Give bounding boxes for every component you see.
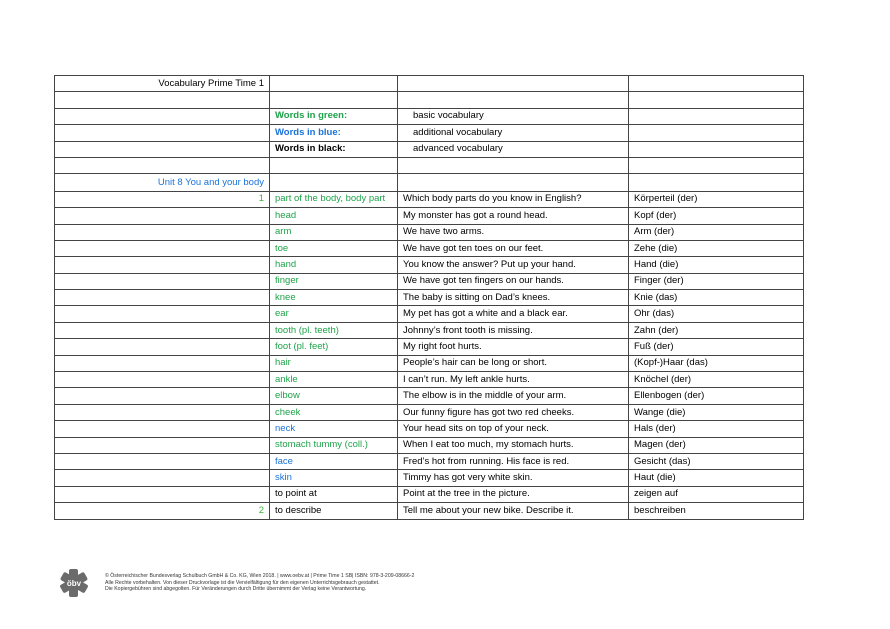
example-sentence: Your head sits on top of your neck. bbox=[398, 421, 629, 437]
legend-row-black bbox=[55, 141, 804, 157]
german-translation: Kopf (der) bbox=[629, 208, 804, 224]
vocab-row bbox=[55, 355, 804, 371]
footer-line: Die Kopiergebühren sind abgegolten. Für Veränderungen durch Dritte übernimmt der Verlag keine Verantwortung. bbox=[105, 586, 367, 592]
section-number bbox=[55, 306, 270, 322]
german-translation: Hand (die) bbox=[629, 257, 804, 273]
vocab-row bbox=[55, 388, 804, 404]
german-translation: Knöchel (der) bbox=[629, 372, 804, 388]
example-sentence: My pet has got a white and a black ear. bbox=[398, 306, 629, 322]
german-translation: Ohr (das) bbox=[629, 306, 804, 322]
vocab-row bbox=[55, 421, 804, 437]
legend-label-black: Words in black: bbox=[270, 141, 398, 157]
vocab-word: stomach tummy (coll.) bbox=[270, 437, 398, 453]
vocab-word: to point at bbox=[270, 486, 398, 502]
vocab-row bbox=[55, 404, 804, 420]
unit-title: Unit 8 You and your body bbox=[55, 174, 270, 191]
german-translation: Fuß (der) bbox=[629, 339, 804, 355]
section-number bbox=[55, 322, 270, 338]
example-sentence: My right foot hurts. bbox=[398, 339, 629, 355]
vocab-word: elbow bbox=[270, 388, 398, 404]
vocab-row bbox=[55, 257, 804, 273]
section-number bbox=[55, 453, 270, 469]
section-number bbox=[55, 372, 270, 388]
vocab-row bbox=[55, 240, 804, 256]
vocab-row bbox=[55, 224, 804, 240]
legend-row-blue bbox=[55, 125, 804, 141]
example-sentence: Point at the tree in the picture. bbox=[398, 486, 629, 502]
german-translation: Magen (der) bbox=[629, 437, 804, 453]
vocab-word: ankle bbox=[270, 372, 398, 388]
vocab-row bbox=[55, 486, 804, 502]
vocab-word: finger bbox=[270, 273, 398, 289]
german-translation: Zehe (die) bbox=[629, 240, 804, 256]
section-number bbox=[55, 437, 270, 453]
example-sentence: You know the answer? Put up your hand. bbox=[398, 257, 629, 273]
example-sentence: My monster has got a round head. bbox=[398, 208, 629, 224]
copyright-footer bbox=[105, 573, 414, 593]
title-row bbox=[55, 76, 804, 92]
german-translation: (Kopf-)Haar (das) bbox=[629, 355, 804, 371]
vocab-word: skin bbox=[270, 470, 398, 486]
section-number: 1 bbox=[55, 191, 270, 207]
german-translation: zeigen auf bbox=[629, 486, 804, 502]
vocab-row bbox=[55, 372, 804, 388]
german-translation: Wange (die) bbox=[629, 404, 804, 420]
vocab-row bbox=[55, 191, 804, 207]
section-number bbox=[55, 470, 270, 486]
section-number bbox=[55, 355, 270, 371]
example-sentence: Johnny’s front tooth is missing. bbox=[398, 322, 629, 338]
section-number bbox=[55, 486, 270, 502]
section-number bbox=[55, 290, 270, 306]
german-translation: Finger (der) bbox=[629, 273, 804, 289]
vocab-row bbox=[55, 273, 804, 289]
empty-row bbox=[55, 157, 804, 173]
vocab-word: neck bbox=[270, 421, 398, 437]
german-translation: Hals (der) bbox=[629, 421, 804, 437]
legend-label-blue: Words in blue: bbox=[270, 125, 398, 141]
vocab-word: ear bbox=[270, 306, 398, 322]
vocab-word: head bbox=[270, 208, 398, 224]
oebv-logo bbox=[58, 568, 90, 598]
legend-label-green: Words in green: bbox=[270, 108, 398, 124]
vocab-row bbox=[55, 339, 804, 355]
vocab-word: knee bbox=[270, 290, 398, 306]
example-sentence: Timmy has got very white skin. bbox=[398, 470, 629, 486]
vocab-row bbox=[55, 453, 804, 469]
german-translation: beschreiben bbox=[629, 503, 804, 519]
german-translation: Ellenbogen (der) bbox=[629, 388, 804, 404]
example-sentence: I can’t run. My left ankle hurts. bbox=[398, 372, 629, 388]
german-translation: Knie (das) bbox=[629, 290, 804, 306]
footer-line: Alle Rechte vorbehalten. Von dieser Druckvorlage ist die Vervielfältigung für den eigenen Unterrichtsgebrauch gestattet. bbox=[105, 579, 380, 586]
section-number bbox=[55, 224, 270, 240]
section-number bbox=[55, 388, 270, 404]
section-number bbox=[55, 257, 270, 273]
example-sentence: We have got ten toes on our feet. bbox=[398, 240, 629, 256]
german-translation: Zahn (der) bbox=[629, 322, 804, 338]
vocab-word: arm bbox=[270, 224, 398, 240]
legend-desc-black: advanced vocabulary bbox=[398, 141, 629, 157]
vocab-word: to describe bbox=[270, 503, 398, 519]
vocab-word: cheek bbox=[270, 404, 398, 420]
vocab-word: part of the body, body part bbox=[270, 191, 398, 207]
example-sentence: The elbow is in the middle of your arm. bbox=[398, 388, 629, 404]
section-number bbox=[55, 404, 270, 420]
example-sentence: When I eat too much, my stomach hurts. bbox=[398, 437, 629, 453]
vocabulary-table bbox=[54, 75, 804, 520]
vocab-row bbox=[55, 322, 804, 338]
section-number bbox=[55, 240, 270, 256]
legend-desc-blue: additional vocabulary bbox=[398, 125, 629, 141]
section-number bbox=[55, 339, 270, 355]
footer-line: © Österreichischer Bundesverlag Schulbuch GmbH & Co. KG, Wien 2018. | www.oebv.at | Prime Time 1 SB| ISBN: 978-3-209-08666-2 bbox=[105, 573, 415, 579]
unit-row bbox=[55, 174, 804, 191]
oebv-logo-icon bbox=[58, 568, 90, 598]
example-sentence: The baby is sitting on Dad’s knees. bbox=[398, 290, 629, 306]
vocab-row bbox=[55, 503, 804, 519]
section-number bbox=[55, 208, 270, 224]
example-sentence: We have got ten fingers on our hands. bbox=[398, 273, 629, 289]
german-translation: Arm (der) bbox=[629, 224, 804, 240]
svg-text:öbv: öbv bbox=[66, 579, 82, 588]
vocab-row bbox=[55, 290, 804, 306]
vocab-row bbox=[55, 437, 804, 453]
german-translation: Körperteil (der) bbox=[629, 191, 804, 207]
example-sentence: Which body parts do you know in English? bbox=[398, 191, 629, 207]
page-title: Vocabulary Prime Time 1 bbox=[55, 76, 270, 92]
section-number: 2 bbox=[55, 503, 270, 519]
vocab-word: hair bbox=[270, 355, 398, 371]
example-sentence: Our funny figure has got two red cheeks. bbox=[398, 404, 629, 420]
section-number bbox=[55, 273, 270, 289]
vocab-row bbox=[55, 470, 804, 486]
vocab-row bbox=[55, 208, 804, 224]
example-sentence: Tell me about your new bike. Describe it. bbox=[398, 503, 629, 519]
german-translation: Gesicht (das) bbox=[629, 453, 804, 469]
vocab-word: toe bbox=[270, 240, 398, 256]
legend-desc-green: basic vocabulary bbox=[398, 108, 629, 124]
german-translation: Haut (die) bbox=[629, 470, 804, 486]
vocab-word: hand bbox=[270, 257, 398, 273]
section-number bbox=[55, 421, 270, 437]
example-sentence: People’s hair can be long or short. bbox=[398, 355, 629, 371]
empty-row bbox=[55, 92, 804, 108]
legend-row-green bbox=[55, 108, 804, 124]
vocab-row bbox=[55, 306, 804, 322]
vocab-word: foot (pl. feet) bbox=[270, 339, 398, 355]
example-sentence: We have two arms. bbox=[398, 224, 629, 240]
vocab-word: face bbox=[270, 453, 398, 469]
vocab-word: tooth (pl. teeth) bbox=[270, 322, 398, 338]
example-sentence: Fred’s hot from running. His face is red. bbox=[398, 453, 629, 469]
